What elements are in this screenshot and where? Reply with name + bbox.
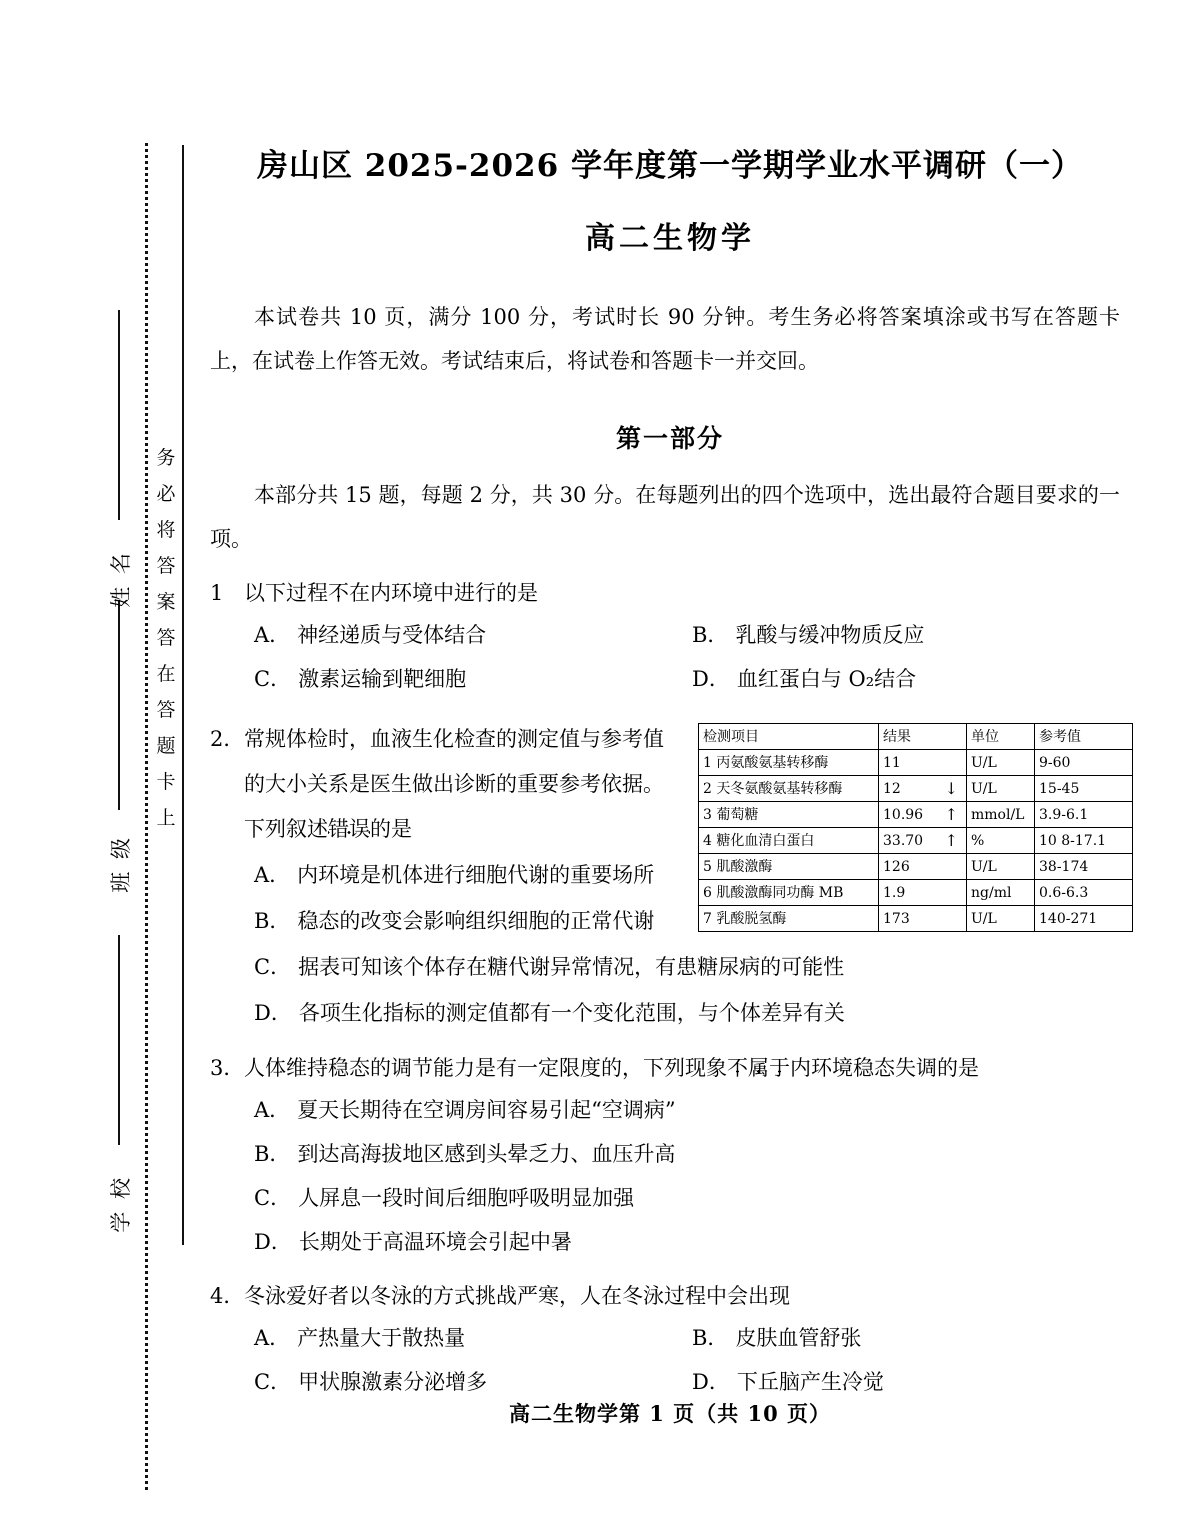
option-c[interactable]	[254, 944, 1130, 990]
option-text: 下丘脑产生冷觉	[736, 1370, 884, 1394]
seal-notice-char: 上	[156, 807, 176, 829]
option-d[interactable]	[254, 990, 1130, 1036]
cell-reference: 3.9-6.1	[1035, 802, 1133, 828]
result-value: 12	[883, 780, 901, 797]
question-3	[210, 1048, 1130, 1264]
question-text	[244, 1048, 1130, 1088]
seal-notice-char: 务	[156, 447, 176, 469]
table-row	[699, 776, 1133, 802]
seal-notice-char: 在	[156, 663, 176, 685]
option-text: 长期处于高温环境会引起中暑	[298, 1230, 572, 1254]
result-value: 11	[883, 754, 901, 771]
option-letter: C．	[254, 667, 292, 691]
option-b[interactable]	[692, 613, 1130, 657]
cell-result	[879, 750, 967, 776]
option-text: 血红蛋白与 O₂结合	[736, 667, 917, 691]
cell-unit: mmol/L	[967, 802, 1035, 828]
result-value: 33.70	[883, 832, 924, 849]
seal-notice-char: 案	[156, 591, 176, 613]
arrow-down-icon: ↓	[944, 778, 958, 798]
table-row	[699, 906, 1133, 932]
option-text: 神经递质与受体结合	[297, 623, 487, 647]
seal-field-name: 姓 名	[109, 550, 133, 608]
arrow-up-icon: ↑	[944, 804, 958, 824]
write-rule-school	[118, 935, 120, 1145]
seal-notice-char: 题	[156, 735, 176, 757]
option-text: 皮肤血管舒张	[735, 1326, 862, 1350]
cell-item: 4 糖化血清白蛋白	[699, 828, 879, 854]
stem-emphasis: 不	[328, 581, 349, 608]
seal-field-school: 学 校	[109, 1175, 133, 1233]
stem-part-after: 在内环境中进行的是	[349, 581, 538, 605]
option-letter: B．	[692, 623, 729, 647]
question-stem	[210, 717, 680, 852]
cell-reference: 0.6-6.3	[1035, 880, 1133, 906]
stem-part-before: 常规体检时，血液生化检查的测定值与参考值的大小关系是医生做出诊断的重要参考依据。下列叙述	[244, 727, 664, 841]
question-2-text-column	[210, 717, 680, 944]
question-2	[210, 717, 1130, 1036]
seal-vertical-notice	[148, 440, 184, 836]
option-letter: A．	[254, 863, 291, 887]
cell-reference: 38-174	[1035, 854, 1133, 880]
option-letter: A．	[254, 1098, 291, 1122]
option-a[interactable]	[210, 852, 680, 898]
option-text: 产热量大于散热量	[297, 1326, 466, 1350]
table-row	[699, 750, 1133, 776]
cell-unit: U/L	[967, 750, 1035, 776]
table-row	[699, 880, 1133, 906]
cell-item: 2 天冬氨酸氨基转移酶	[699, 776, 879, 802]
result-value: 126	[883, 858, 910, 875]
option-letter: B．	[254, 909, 291, 933]
question-text	[244, 717, 680, 852]
option-text: 据表可知该个体存在糖代谢异常情况，有患糖尿病的可能性	[298, 955, 845, 979]
option-text: 稳态的改变会影响组织细胞的正常代谢	[297, 909, 655, 933]
table-row	[699, 802, 1133, 828]
column-header-ref: 参考值	[1035, 724, 1133, 750]
option-text: 甲状腺激素分泌增多	[298, 1370, 488, 1394]
seal-notice-char: 将	[156, 519, 176, 541]
option-text: 夏天长期待在空调房间容易引起“空调病”	[297, 1098, 676, 1122]
seal-field-class: 班 级	[109, 835, 133, 893]
stem-part-before: 以下过程	[244, 581, 328, 605]
exam-subject: 高二生物学	[585, 221, 755, 256]
option-a[interactable]	[254, 613, 692, 657]
seal-margin-area	[0, 0, 190, 1538]
cell-reference: 140-271	[1035, 906, 1133, 932]
result-value: 173	[883, 910, 910, 927]
lab-results-table-wrapper	[680, 717, 1133, 932]
cell-reference: 9-60	[1035, 750, 1133, 776]
cell-unit: U/L	[967, 776, 1035, 802]
cell-item: 3 葡萄糖	[699, 802, 879, 828]
table-row	[699, 828, 1133, 854]
cell-result	[879, 802, 967, 828]
cell-item: 5 肌酸激酶	[699, 854, 879, 880]
seal-notice-char: 必	[156, 483, 176, 505]
option-text: 乳酸与缓冲物质反应	[735, 623, 925, 647]
cell-unit: ng/ml	[967, 880, 1035, 906]
stem-part-before: 人体维持稳态的调节能力是有一定限度的，下列现象	[244, 1056, 727, 1080]
option-b[interactable]	[254, 1132, 1130, 1176]
cell-result	[879, 854, 967, 880]
question-stem	[210, 1048, 1130, 1088]
cell-item: 6 肌酸激酶同功酶 MB	[699, 880, 879, 906]
option-text: 内环境是机体进行细胞代谢的重要场所	[297, 863, 655, 887]
result-value: 1.9	[883, 884, 906, 901]
result-value: 10.96	[883, 806, 924, 823]
question-text	[244, 1276, 1130, 1316]
option-text: 到达高海拔地区感到头晕乏力、血压升高	[297, 1142, 676, 1166]
column-header-unit: 单位	[967, 724, 1035, 750]
table-row	[699, 854, 1133, 880]
question-number: 4．	[210, 1284, 245, 1308]
option-text: 人屏息一段时间后细胞呼吸明显加强	[298, 1186, 635, 1210]
stem-part-after: 的是	[370, 817, 412, 841]
cell-unit: U/L	[967, 906, 1035, 932]
cell-result	[879, 906, 967, 932]
question-1	[210, 573, 1130, 701]
question-4	[210, 1276, 1130, 1404]
option-letter: D．	[254, 1001, 292, 1025]
cell-result	[879, 776, 967, 802]
page-footer: 高二生物学第 1 页（共 10 页）	[508, 1401, 832, 1426]
option-letter: B．	[692, 1326, 729, 1350]
option-letter: D．	[692, 1370, 730, 1394]
option-letter: A．	[254, 1326, 291, 1350]
stem-part-before: 冬泳爱好者以冬泳的方式挑战严寒，人在冬泳过程中会出现	[244, 1284, 790, 1308]
cell-result	[879, 828, 967, 854]
cell-item: 1 丙氨酸氨基转移酶	[699, 750, 879, 776]
option-a[interactable]	[254, 1316, 692, 1360]
question-number: 2．	[210, 727, 245, 751]
stem-part-after: 内环境稳态失调的是	[790, 1056, 979, 1080]
option-letter: D．	[692, 667, 730, 691]
cell-reference: 10 8-17.1	[1035, 828, 1133, 854]
option-d[interactable]	[254, 1220, 1130, 1264]
option-letter: D．	[254, 1230, 292, 1254]
option-b[interactable]	[692, 1316, 1130, 1360]
page-title: 房山区 2025-2026 学年度第一学期学业水平调研（一）	[256, 148, 1083, 184]
seal-notice-char: 卡	[156, 771, 176, 793]
option-list	[210, 613, 1130, 701]
option-b[interactable]	[210, 898, 680, 944]
seal-notice-char: 答	[156, 699, 176, 721]
question-number: 1	[210, 581, 224, 605]
exam-instructions: 本试卷共 10 页，满分 100 分，考试时长 90 分钟。考生务必将答案填涂或书写在答题卡上，在试卷上作答无效。考试结束后，将试卷和答题卡一并交回。	[210, 305, 1120, 373]
column-header-item: 检测项目	[699, 724, 879, 750]
lab-results-table	[698, 723, 1133, 932]
stem-emphasis: 不属于	[727, 1056, 790, 1083]
option-a[interactable]	[254, 1088, 1130, 1132]
arrow-up-icon: ↑	[944, 830, 958, 850]
part-heading: 第一部分	[615, 424, 724, 453]
option-text: 各项生化指标的测定值都有一个变化范围，与个体差异有关	[298, 1001, 845, 1025]
option-d[interactable]	[692, 657, 1130, 701]
option-c[interactable]	[254, 657, 692, 701]
question-text	[244, 573, 1130, 613]
question-number: 3．	[210, 1056, 245, 1080]
option-letter: C．	[254, 955, 292, 979]
option-c[interactable]	[254, 1176, 1130, 1220]
option-letter: C．	[254, 1370, 292, 1394]
question-stem	[210, 573, 1130, 613]
option-list	[210, 1316, 1130, 1404]
option-letter: C．	[254, 1186, 292, 1210]
column-header-result: 结果	[879, 724, 967, 750]
cell-unit: %	[967, 828, 1035, 854]
seal-notice-char: 答	[156, 627, 176, 649]
stem-emphasis: 错误	[328, 817, 370, 844]
part-instructions: 本部分共 15 题，每题 2 分，共 30 分。在每题列出的四个选项中，选出最符合题目要求的一项。	[210, 483, 1120, 551]
option-list	[210, 1088, 1130, 1264]
table-header-row	[699, 724, 1133, 750]
write-rule-name	[118, 310, 120, 520]
question-stem	[210, 1276, 1130, 1316]
exam-paper	[210, 0, 1130, 1538]
cell-reference: 15-45	[1035, 776, 1133, 802]
option-letter: A．	[254, 623, 291, 647]
seal-notice-char: 答	[156, 555, 176, 577]
question-2-option-tail	[210, 944, 1130, 1036]
cell-result	[879, 880, 967, 906]
option-letter: B．	[254, 1142, 291, 1166]
cell-item: 7 乳酸脱氢酶	[699, 906, 879, 932]
cell-unit: U/L	[967, 854, 1035, 880]
option-text: 激素运输到靶细胞	[298, 667, 467, 691]
